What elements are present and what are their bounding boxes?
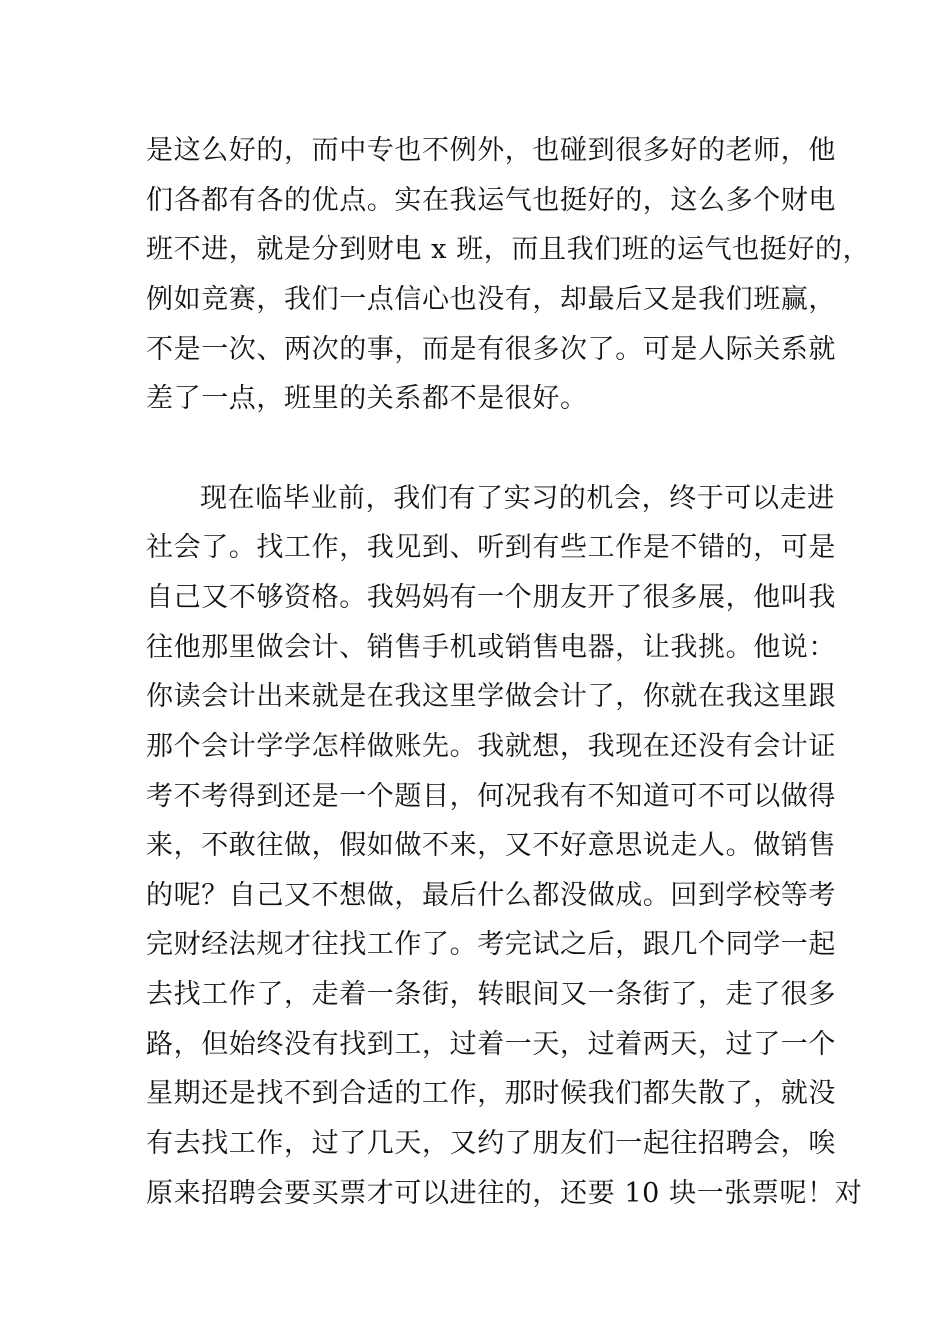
text-line: 不是一次、两次的事，而是有很多次了。可是人际关系就 <box>146 334 836 365</box>
text-line: 是这么好的，而中专也不例外，也碰到很多好的老师，他 <box>146 135 836 166</box>
text-line: 来，不敢往做，假如做不来，又不好意思说走人。做销售 <box>146 830 836 861</box>
text-line: 路，但始终没有找到工，过着一天，过着两天，过了一个 <box>146 1029 836 1060</box>
text-line: 班不进，就是分到财电 x 班，而且我们班的运气也挺好的， <box>146 234 871 265</box>
text-line: 有去找工作，过了几天，又约了朋友们一起往招聘会，唉 <box>146 1128 836 1159</box>
text-line: 星期还是找不到合适的工作，那时候我们都失散了，就没 <box>146 1078 836 1109</box>
text-line: 的呢？自己又不想做，最后什么都没做成。回到学校等考 <box>146 880 836 911</box>
text-line: 差了一点，班里的关系都不是很好。 <box>146 383 588 414</box>
text-line: 社会了。找工作，我见到、听到有些工作是不错的，可是 <box>146 532 836 563</box>
text-line: 考不考得到还是一个题目，何况我有不知道可不可以做得 <box>146 781 836 812</box>
text-line: 你读会计出来就是在我这里学做会计了，你就在我这里跟 <box>146 681 836 712</box>
text-line: 例如竞赛，我们一点信心也没有，却最后又是我们班赢， <box>146 284 836 315</box>
text-line: 去找工作了，走着一条街，转眼间又一条街了，走了很多 <box>146 979 836 1010</box>
text-line: 现在临毕业前，我们有了实习的机会，终于可以走进 <box>200 483 835 514</box>
text-line: 完财经法规才往找工作了。考完试之后，跟几个同学一起 <box>146 929 836 960</box>
text-line: 往他那里做会计、销售手机或销售电器，让我挑。他说： <box>146 632 836 663</box>
text-line: 自己又不够资格。我妈妈有一个朋友开了很多展，他叫我 <box>146 582 836 613</box>
text-line: 们各都有各的优点。实在我运气也挺好的，这么多个财电 <box>146 185 836 216</box>
text-line: 原来招聘会要买票才可以进往的，还要 10 块一张票呢！对 <box>146 1178 863 1209</box>
text-line: 那个会计学学怎样做账先。我就想，我现在还没有会计证 <box>146 731 836 762</box>
